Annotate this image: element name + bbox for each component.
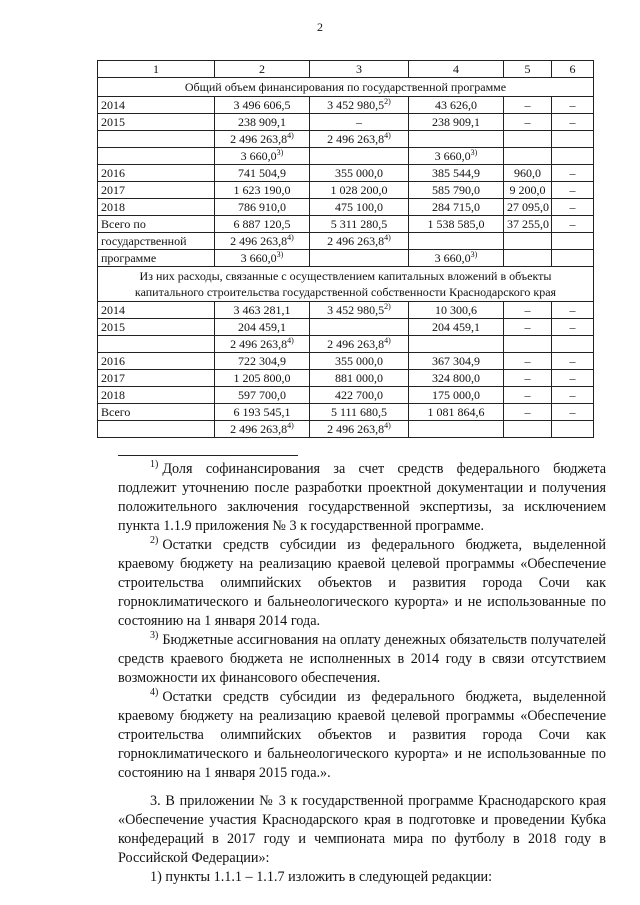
cell-year: программе (98, 250, 215, 267)
table-row (98, 404, 594, 421)
cell-local: 27 095,0 (504, 199, 552, 216)
cell-federal (310, 250, 409, 267)
footnote-ref: 4) (384, 130, 391, 140)
cell-other: – (552, 216, 594, 233)
cell-year: Всего (98, 404, 215, 421)
cell-other: – (552, 165, 594, 182)
section-1-title-row (98, 78, 594, 97)
cell-total: 2 496 263,8$^{4)}$ (215, 131, 310, 148)
table-row (98, 336, 594, 353)
cell-federal (310, 148, 409, 165)
cell-regional: 585 790,0 (409, 182, 504, 199)
cell-federal: – (310, 114, 409, 131)
cell-local (504, 336, 552, 353)
footnote-ref: 4) (384, 335, 391, 345)
footnote-ref: 4) (384, 420, 391, 430)
cell-local (504, 148, 552, 165)
footnote-ref: 3) (470, 147, 478, 157)
footnote-ref: 4) (287, 130, 294, 140)
cell-total: 6 887 120,5 (215, 216, 310, 233)
cell-regional (409, 233, 504, 250)
cell-regional: 3 660,0$^{3)}$ (409, 250, 504, 267)
table-row (98, 114, 594, 131)
table-row (98, 199, 594, 216)
table-row (98, 302, 594, 319)
cell-regional: 3 660,0$^{3)}$ (409, 148, 504, 165)
cell-local: – (504, 353, 552, 370)
cell-federal: 475 100,0 (310, 199, 409, 216)
footnote-ref: 4) (287, 420, 294, 430)
cell-total: 741 504,9 (215, 165, 310, 182)
footnote-ref: 3) (470, 249, 478, 259)
cell-local: – (504, 97, 552, 114)
cell-regional: 284 715,0 (409, 199, 504, 216)
cell-local: 960,0 (504, 165, 552, 182)
table-row (98, 353, 594, 370)
cell-total: 6 193 545,1 (215, 404, 310, 421)
financing-table (97, 60, 594, 438)
paragraph-4: 1) пункты 1.1.1 – 1.1.7 изложить в следующей редакции: (150, 869, 493, 885)
cell-regional: 1 081 864,6 (409, 404, 504, 421)
footnote-ref: 2) (384, 301, 391, 311)
cell-year (98, 131, 215, 148)
cell-federal: 2 496 263,8$^{4)}$ (310, 131, 409, 148)
section-title: Общий объем финансирования по государственной программе (98, 78, 594, 97)
cell-regional (409, 336, 504, 353)
column-number-3: 3 (310, 61, 409, 78)
table-row (98, 319, 594, 336)
footnote-ref: 4) (287, 335, 294, 345)
table-row (98, 97, 594, 114)
cell-year: 2016 (98, 165, 215, 182)
cell-total: 2 496 263,8$^{4)}$ (215, 336, 310, 353)
cell-federal: 355 000,0 (310, 165, 409, 182)
table-row (98, 250, 594, 267)
cell-other (552, 233, 594, 250)
cell-total: 3 496 606,5 (215, 97, 310, 114)
cell-other: – (552, 319, 594, 336)
column-number-5: 5 (504, 61, 552, 78)
cell-other: – (552, 370, 594, 387)
cell-other (552, 131, 594, 148)
cell-other (552, 336, 594, 353)
cell-other: – (552, 387, 594, 404)
cell-total: 1 205 800,0 (215, 370, 310, 387)
cell-other (552, 250, 594, 267)
table-row (98, 148, 594, 165)
cell-year: 2018 (98, 199, 215, 216)
footnote-2: $^{2)}$ Остатки средств субсидии из федерального бюджета, выделенной краевому бюджету на реализацию краевой целевой программы «Обеспечение строительства олимпийских объектов и развития города Сочи как горноклиматического и бальнеологического курорта» и не использованные по состоянию на 1 января 2014 года. (118, 535, 606, 629)
table-row (98, 131, 594, 148)
cell-regional: 385 544,9 (409, 165, 504, 182)
column-number-4: 4 (409, 61, 504, 78)
cell-other (552, 421, 594, 438)
cell-local (504, 233, 552, 250)
section-title: Из них расходы, связанные с осуществлением капитальных вложений в объекты капитального строительства государственной собственности Краснодарского края (98, 267, 594, 302)
cell-year (98, 148, 215, 165)
section-2-title-row (98, 267, 594, 302)
cell-federal: 1 028 200,0 (310, 182, 409, 199)
cell-local: – (504, 319, 552, 336)
column-number-1: 1 (98, 61, 215, 78)
footnote-ref: 4) (384, 232, 391, 242)
cell-federal: 5 111 680,5 (310, 404, 409, 421)
footnote-3: $^{3)}$ Бюджетные ассигнования на оплату денежных обязательств получателей средств краевого бюджета не исполненных в 2014 году в связи отсутствием возможности их финансового обеспечения. (118, 630, 606, 686)
cell-total: 204 459,1 (215, 319, 310, 336)
cell-federal: 3 452 980,5$^{2)}$ (310, 97, 409, 114)
cell-total: 722 304,9 (215, 353, 310, 370)
cell-total: 2 496 263,8$^{4)}$ (215, 421, 310, 438)
cell-regional (409, 131, 504, 148)
cell-local: – (504, 404, 552, 421)
cell-regional: 43 626,0 (409, 97, 504, 114)
cell-other: – (552, 302, 594, 319)
cell-year: 2016 (98, 353, 215, 370)
cell-regional: 175 000,0 (409, 387, 504, 404)
cell-total: 238 909,1 (215, 114, 310, 131)
table-row (98, 182, 594, 199)
cell-year: Всего по (98, 216, 215, 233)
cell-local (504, 131, 552, 148)
cell-total: 1 623 190,0 (215, 182, 310, 199)
cell-local: 37 255,0 (504, 216, 552, 233)
column-number-6: 6 (552, 61, 594, 78)
cell-federal (310, 319, 409, 336)
cell-federal: 2 496 263,8$^{4)}$ (310, 233, 409, 250)
cell-year: 2017 (98, 182, 215, 199)
cell-other: – (552, 97, 594, 114)
footnote-4: $^{4)}$ Остатки средств субсидии из федерального бюджета, выделенной краевому бюджету на реализацию краевой целевой программы «Обеспечение строительства олимпийских объектов и развития города Сочи как горноклиматического и бальнеологического курорта» и не использованные по состоянию на 1 января 2015 года.». (118, 687, 606, 781)
cell-year (98, 421, 215, 438)
table-header-row (98, 61, 594, 78)
cell-local (504, 250, 552, 267)
cell-regional: 238 909,1 (409, 114, 504, 131)
cell-federal: 422 700,0 (310, 387, 409, 404)
footnote-ref: 2) (384, 96, 391, 106)
cell-total: 3 660,0$^{3)}$ (215, 148, 310, 165)
cell-other: – (552, 404, 594, 421)
cell-federal: 3 452 980,5$^{2)}$ (310, 302, 409, 319)
cell-other (552, 148, 594, 165)
paragraph-3: 3. В приложении № 3 к государственной программе Краснодарского края «Обеспечение участия Краснодарского края в подготовке и проведении Кубка конфедераций в 2017 году и чемпионата мира по футболу в 2018 году в Российской Федерации»: (118, 793, 606, 866)
table-row (98, 387, 594, 404)
table-row (98, 370, 594, 387)
cell-year: 2014 (98, 302, 215, 319)
cell-year: 2014 (98, 97, 215, 114)
page-number: 2 (317, 20, 323, 34)
cell-year: 2018 (98, 387, 215, 404)
cell-local: – (504, 387, 552, 404)
cell-regional: 367 304,9 (409, 353, 504, 370)
cell-total: 786 910,0 (215, 199, 310, 216)
footnote-ref: 3) (276, 249, 284, 259)
column-number-2: 2 (215, 61, 310, 78)
cell-federal: 881 000,0 (310, 370, 409, 387)
cell-year: 2015 (98, 319, 215, 336)
cell-other: – (552, 353, 594, 370)
cell-local: 9 200,0 (504, 182, 552, 199)
cell-year (98, 336, 215, 353)
table-row (98, 165, 594, 182)
footnote-1: $^{1)}$ Доля софинансирования за счет средств федерального бюджета подлежит уточнению после разработки проектной документации и получения положительного заключения государственной экспертизы, за исключением пункта 1.1.9 приложения № 3 к государственной программе. (118, 459, 606, 534)
cell-regional: 1 538 585,0 (409, 216, 504, 233)
cell-local: – (504, 114, 552, 131)
cell-local (504, 421, 552, 438)
body-text (118, 460, 606, 887)
cell-year: 2017 (98, 370, 215, 387)
cell-federal: 2 496 263,8$^{4)}$ (310, 336, 409, 353)
cell-federal: 2 496 263,8$^{4)}$ (310, 421, 409, 438)
cell-other: – (552, 199, 594, 216)
table-row (98, 216, 594, 233)
cell-regional: 10 300,6 (409, 302, 504, 319)
cell-local: – (504, 302, 552, 319)
cell-year: 2015 (98, 114, 215, 131)
cell-year: государственной (98, 233, 215, 250)
footnote-separator (118, 455, 298, 456)
cell-total: 2 496 263,8$^{4)}$ (215, 233, 310, 250)
cell-total: 3 660,0$^{3)}$ (215, 250, 310, 267)
cell-regional (409, 421, 504, 438)
cell-other: – (552, 114, 594, 131)
cell-federal: 355 000,0 (310, 353, 409, 370)
footnote-ref: 4) (287, 232, 294, 242)
table-row (98, 421, 594, 438)
footnote-ref: 3) (276, 147, 284, 157)
cell-federal: 5 311 280,5 (310, 216, 409, 233)
cell-local: – (504, 370, 552, 387)
cell-other: – (552, 182, 594, 199)
cell-regional: 324 800,0 (409, 370, 504, 387)
table-row (98, 233, 594, 250)
cell-total: 597 700,0 (215, 387, 310, 404)
cell-regional: 204 459,1 (409, 319, 504, 336)
cell-total: 3 463 281,1 (215, 302, 310, 319)
